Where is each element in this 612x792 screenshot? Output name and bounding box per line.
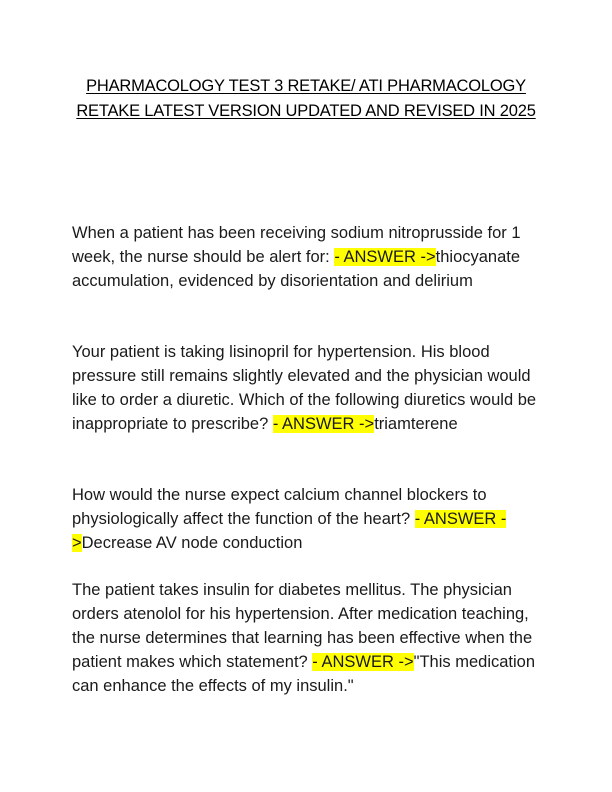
answer-marker: - ANSWER -> (334, 248, 436, 266)
answer-text: "This medication can enhance the effects of my insulin." (72, 653, 536, 695)
qa-item-3 (72, 483, 548, 555)
qa-item-2 (72, 340, 548, 436)
answer-marker: - ANSWER -> (272, 415, 375, 433)
answer-text: Decrease AV node conduction (81, 534, 303, 552)
answer-text: triamterene (374, 415, 458, 433)
page-title (40, 74, 572, 124)
question-text: When a patient has been receiving sodium nitroprusside for 1 week, the nurse should be alert for: (72, 224, 521, 266)
answer-marker: - ANSWER -> (312, 653, 414, 671)
answer-marker: - ANSWER -> (72, 510, 507, 552)
question-text: The patient takes insulin for diabetes mellitus. The physician orders atenolol for his hypertension. After medication teaching, the nurse determines that learning has been effective when the patient makes which statement? (72, 581, 533, 671)
qa-item-4 (72, 578, 548, 698)
qa-item-1 (72, 221, 548, 293)
question-text: Your patient is taking lisinopril for hypertension. His blood pressure still remains slightly elevated and the physician would like to order a diuretic. Which of the following diuretics would be inappropriate to prescribe? (72, 343, 537, 433)
title-line-2: RETAKE LATEST VERSION UPDATED AND REVISED IN 2025 (76, 102, 536, 120)
question-text: How would the nurse expect calcium channel blockers to physiologically affect the function of the heart? (72, 486, 487, 528)
title-line-1: PHARMACOLOGY TEST 3 RETAKE/ ATI PHARMACOLOGY (86, 77, 526, 95)
answer-text: thiocyanate accumulation, evidenced by disorientation and delirium (72, 248, 521, 290)
